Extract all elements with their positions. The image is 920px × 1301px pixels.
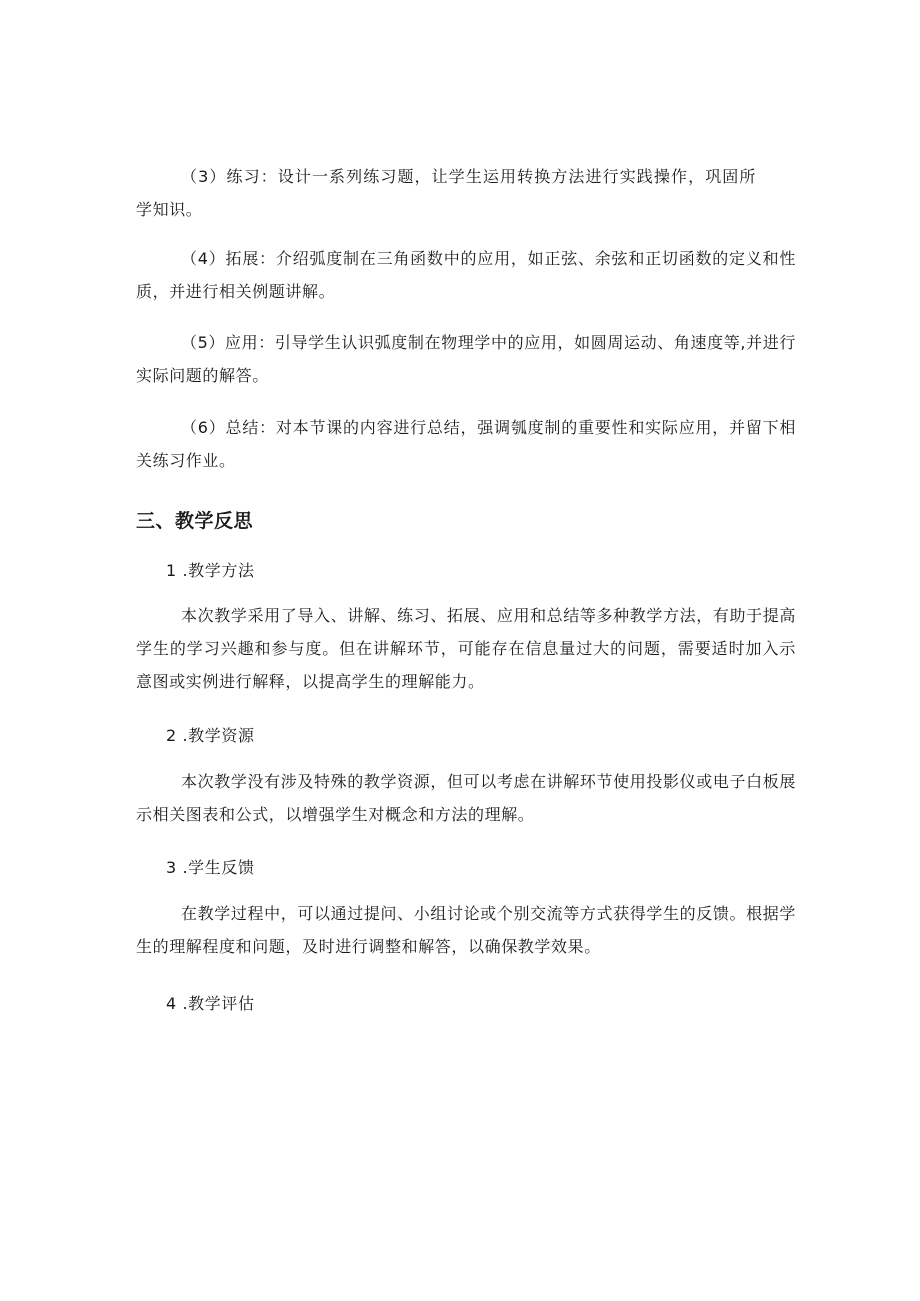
student-feedback-paragraph: 在教学过程中，可以通过提问、小组讨论或个别交流等方式获得学生的反馈。根据学生的理解程度和问题，及时进行调整和解答，以确保教学效果。 — [136, 904, 796, 956]
subheading-teaching-methods: 1 .教学方法 — [166, 561, 255, 580]
teaching-methods-paragraph: 本次教学采用了导入、讲解、练习、拓展、应用和总结等多种教学方法，有助于提高学生的学习兴趣和参与度。但在讲解环节，可能存在信息量过大的问题，需要适时加入示意图或实例进行解释，以提高学生的理解能力。 — [136, 606, 796, 691]
section-title: 三、教学反思 — [136, 510, 254, 532]
step-6-paragraph: （6）总结：对本节课的内容进行总结，强调瓠度制的重要性和实际应用，并留下相关练习作业。 — [136, 418, 796, 470]
step-5-paragraph: （5）应用：引导学生认识弧度制在物理学中的应用，如圆周运动、角速度等,并进行实际问题的解答。 — [136, 333, 796, 385]
subheading-student-feedback: 3 .学生反馈 — [166, 858, 255, 877]
step-3-paragraph: （3）练习：设计一系列练习题，让学生运用转换方法进行实践操作，巩固所学知识。 — [136, 167, 756, 219]
teaching-resources-paragraph: 本次教学没有涉及特殊的教学资源，但可以考虑在讲解环节使用投影仪或电子白板展示相关图表和公式，以增强学生对概念和方法的理解。 — [136, 772, 796, 824]
subheading-teaching-evaluation: 4 .教学评估 — [166, 994, 255, 1013]
step-4-paragraph: （4）拓展：介绍弧度制在三角函数中的应用，如正弦、余弦和正切函数的定义和性质，并进行相关例题讲解。 — [136, 249, 796, 301]
subheading-teaching-resources: 2 .教学资源 — [166, 726, 255, 745]
